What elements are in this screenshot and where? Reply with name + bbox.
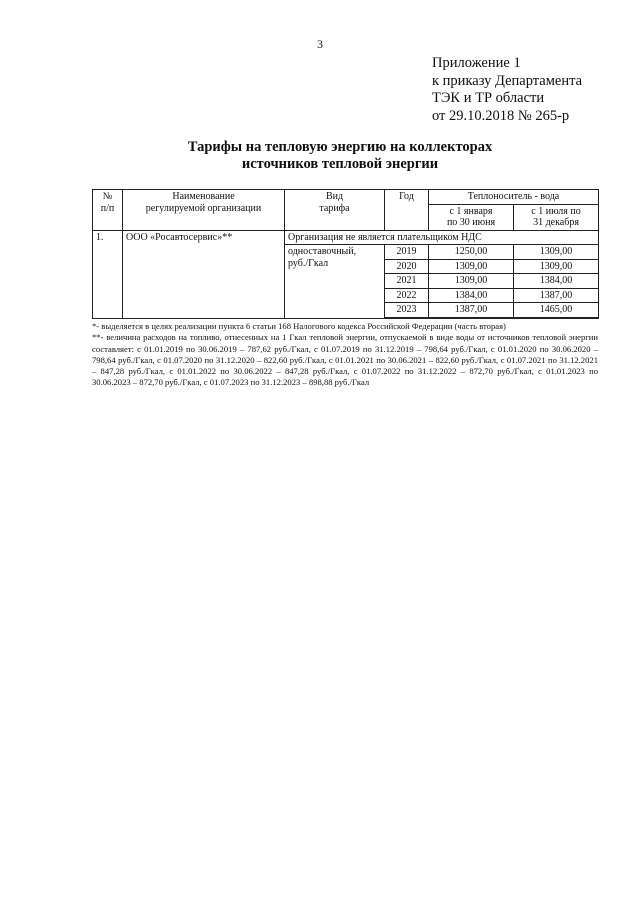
year-cell: 2022: [385, 288, 429, 303]
header-period-2-line-1: с 1 июля по: [531, 205, 581, 217]
appendix-line-3: ТЭК и ТР области: [432, 90, 545, 106]
header-type-cell: [285, 190, 385, 231]
header-org-line-2: регулируемой организации: [145, 202, 262, 214]
header-type-line-1: Вид: [325, 191, 344, 202]
table-bottom-spacer: [385, 317, 599, 318]
footnote-1: *- выделяется в целях реализации пункта 6 статьи 168 Налогового кодекса Российской Федерации (часть вторая): [92, 321, 506, 331]
tariff-h1-cell: 1309,00: [429, 274, 514, 289]
header-org-line-1: Наименование: [172, 191, 235, 202]
tariff-type-cell: [285, 245, 385, 319]
year-cell: 2023: [385, 303, 429, 318]
footnotes: [92, 321, 598, 389]
tariff-h1-cell: 1309,00: [429, 259, 514, 274]
tariff-h2-cell: 1384,00: [514, 274, 599, 289]
header-org-cell: [123, 190, 285, 231]
page-number: 3: [317, 37, 323, 51]
header-period-1-line-2: по 30 июня: [446, 217, 496, 228]
tariff-h1-cell: 1384,00: [429, 288, 514, 303]
tariff-h1-cell: 1387,00: [429, 303, 514, 318]
appendix-line-1: Приложение 1: [432, 55, 521, 71]
row-org-cell: ООО «Росавтосервис»**: [123, 230, 285, 318]
appendix-block: [432, 55, 582, 125]
table-row: [93, 230, 599, 245]
tariff-h2-cell: 1465,00: [514, 303, 599, 318]
header-type-line-2: тарифа: [319, 202, 350, 214]
header-period-2-cell: [514, 204, 599, 230]
tariff-type-line-2: руб./Гкал: [288, 257, 329, 269]
header-period-2-line-2: 31 декабря: [533, 217, 579, 228]
year-cell: 2021: [385, 274, 429, 289]
header-row-1: [93, 190, 599, 205]
tariff-h2-cell: 1387,00: [514, 288, 599, 303]
appendix-line-4: от 29.10.2018 № 265-р: [432, 107, 570, 124]
tariff-h2-cell: 1309,00: [514, 259, 599, 274]
footnote-2: **- величина расходов на топливо, отнесенных на 1 Гкал тепловой энергии, отпускаемой в виде воды от источников тепловой энергии составляет: с 01.01.2019 по 30.06.2019 – 787,62 руб./Гкал, с 01.07.2019 по 31.12.2019 – 798,64 руб./Гкал, с 01.01.2020 по 30.06.2020 – 798,64 руб./Гкал, с 01.07.2020 по 31.12.2020 – 822,60 руб./Гкал, с 01.01.2021 по 30.06.2021 – 822,60 руб./Гкал, с 01.07.2021 по 31.12.2021 – 847,28 руб./Гкал, с 01.01.2022 по 30.06.2022 – 847,28 руб./Гкал, с 01.07.2022 по 31.12.2022 – 872,70 руб./Гкал, с 01.01.2023 по 30.06.2023 – 872,70 руб./Гкал, с 01.07.2023 по 31.12.2023 – 898,88 руб./Гкал: [92, 332, 598, 388]
appendix-line-2: к приказу Департамента: [432, 72, 583, 89]
vat-note-cell: Организация не является плательщиком НДС: [285, 230, 599, 245]
tariff-h2-cell: 1309,00: [514, 245, 599, 260]
title-line-1: Тарифы на тепловую энергию на коллекторах: [187, 139, 493, 155]
year-cell: 2020: [385, 259, 429, 274]
header-period-1-line-1: с 1 января: [449, 205, 493, 217]
tariff-h1-cell: 1250,00: [429, 245, 514, 260]
header-num-line-1: №: [102, 191, 113, 202]
tariff-type-line-1: одноставочный,: [288, 246, 357, 257]
header-heat-carrier-cell: Теплоноситель - вода: [429, 190, 599, 205]
document-title: [0, 139, 640, 173]
tariff-table: [92, 189, 599, 319]
header-period-1-cell: [429, 204, 514, 230]
header-num-cell: [93, 190, 123, 231]
title-line-2: источников тепловой энергии: [241, 156, 439, 172]
header-year-cell: Год: [385, 190, 429, 231]
row-num-cell: 1.: [93, 230, 123, 318]
year-cell: 2019: [385, 245, 429, 260]
header-num-line-2: п/п: [100, 202, 115, 214]
